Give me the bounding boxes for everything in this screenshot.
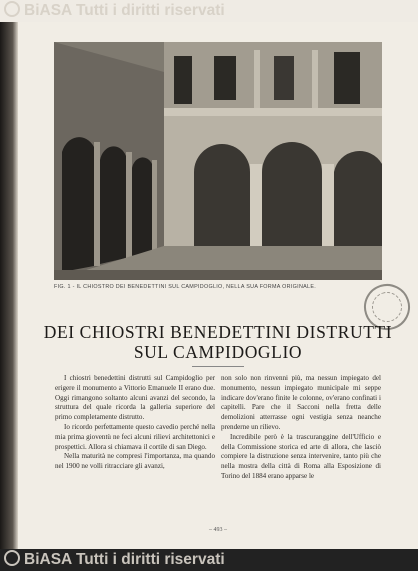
figure-caption: FIG. 1 - IL CHIOSTRO DEI BENEDETTINI SUL CAMPIDOGLIO, NELLA SUA FORMA ORIGINALE. xyxy=(54,284,317,290)
watermark-bottom-text: BiASA Tutti i diritti riservati xyxy=(24,551,225,568)
paragraph: I chiostri benedettini distrutti sul Campidoglio per erigere il monumento a Vittorio Emanuele II erano due. Oggi rimangono soltanto alcuni avanzi del secondo, la struttura del quale ricorda la galleria superiore del primo completamente distrutto. xyxy=(55,374,215,422)
title-line-1: DEI CHIOSTRI BENEDETTINI DISTRUTTI xyxy=(43,322,393,342)
title-divider xyxy=(192,366,244,367)
cloister-photo xyxy=(54,42,382,280)
paragraph: Incredibile però è la trascuranggine dell'Ufficio e della Commissione storica ed arte di allora, che lasciò compiere la distruzione senza intervenire, tanto più che nella mostra della città di Roma alla Esposizione di Torino del 1884 erano apparse le xyxy=(221,432,381,480)
title-line-2: SUL CAMPIDOGLIO xyxy=(133,342,303,362)
watermark-top xyxy=(0,0,418,22)
page-number: – 493 – xyxy=(209,527,227,533)
stamp-seal-icon xyxy=(368,288,406,326)
circle-logo-icon xyxy=(4,1,20,17)
book-spine xyxy=(0,22,18,549)
right-column xyxy=(221,374,381,482)
article-title xyxy=(38,322,398,362)
left-column xyxy=(55,374,215,472)
scanned-page xyxy=(18,22,418,549)
circle-logo-icon xyxy=(4,550,20,566)
paragraph: Io ricordo perfettamente questo cavedio perché nella mia prima gioventù ne feci alcuni rilievi architettonici e prospettici. Allora si chiamava il cortile di san Diego. xyxy=(55,422,215,451)
paragraph: Nella maturità ne compresi l'importanza, ma quando nel 1900 ne volli ritracciare gli avanzi, xyxy=(55,452,215,471)
watermark-bottom xyxy=(0,549,418,571)
paragraph: non solo non rinvenni più, ma nessun impiegato del monumento, nessun impiegato municipale mi seppe indicare dov'erano finite le colonne, ov'erano confinati i capitelli. Pare che il Sacconi nella fretta delle demolizioni atterrasse ogni vestigia senza neanche prenderne un rilievo. xyxy=(221,374,381,431)
watermark-top-text: BiASA Tutti i diritti riservati xyxy=(24,2,225,19)
